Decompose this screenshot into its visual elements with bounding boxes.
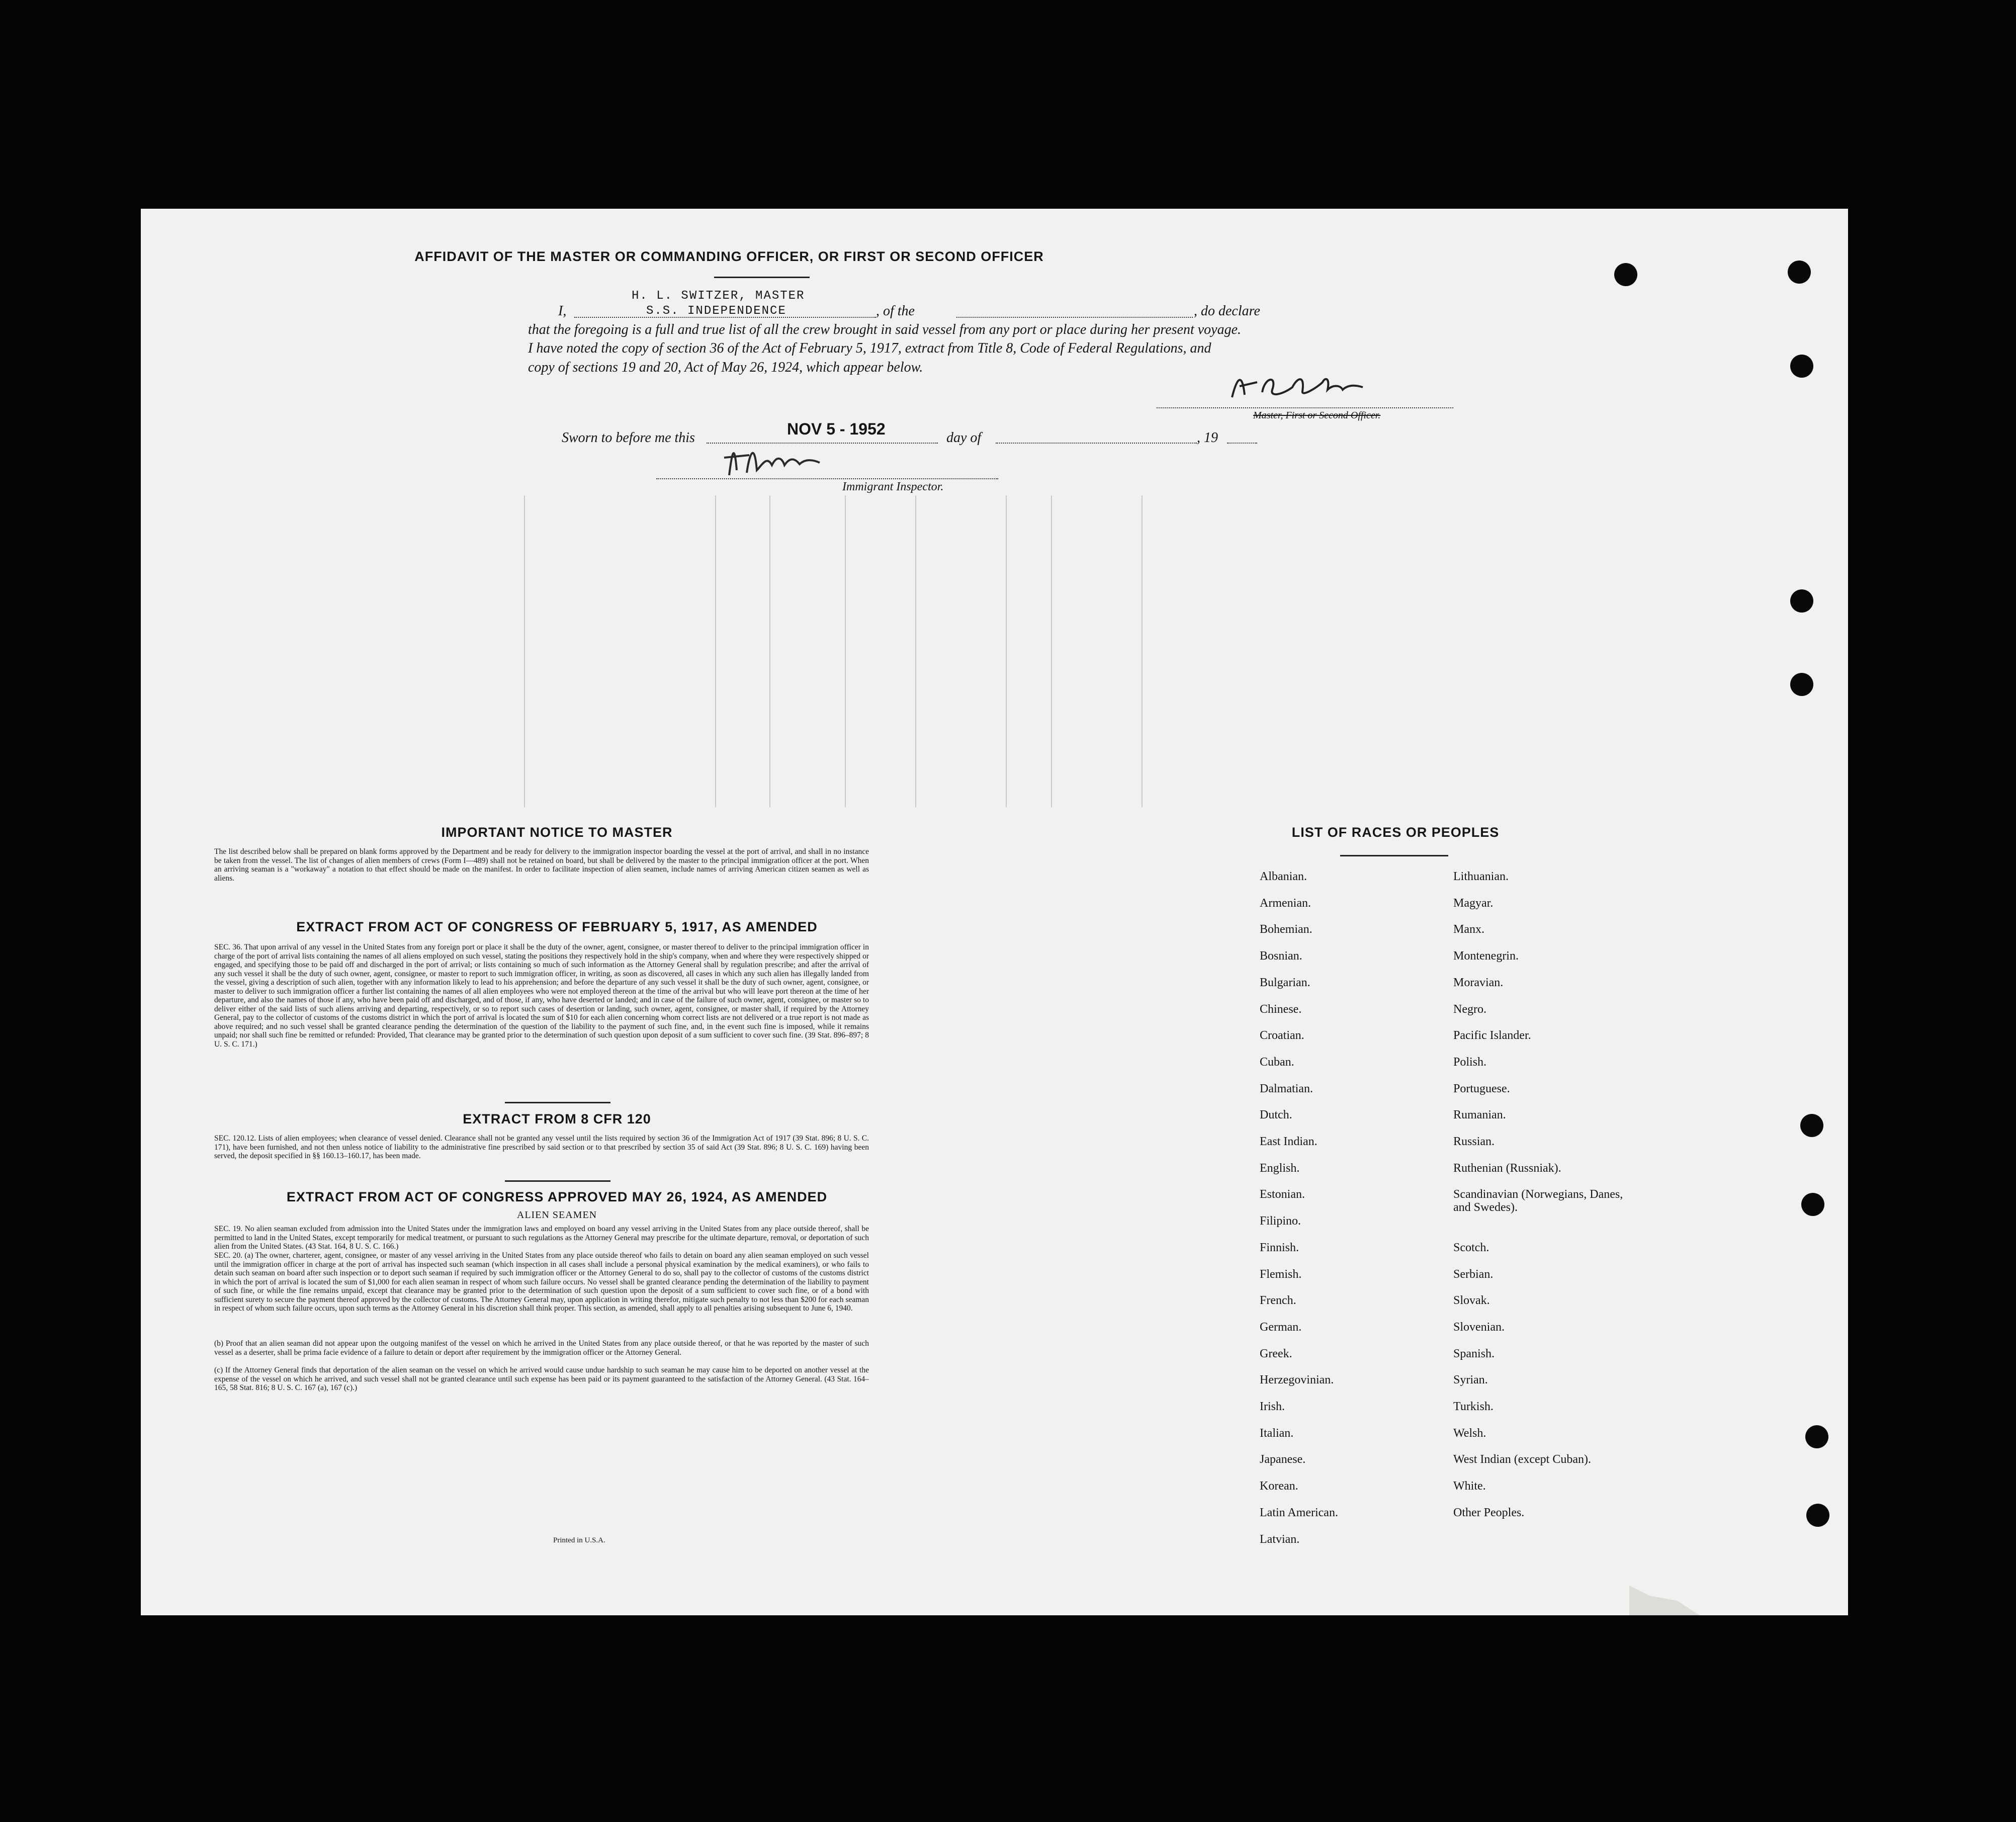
torn-corner: [1629, 1586, 1700, 1616]
date-stamp: NOV 5 - 1952: [787, 420, 886, 438]
officer-caption: Master, First or Second Officer.: [1253, 410, 1381, 421]
year-prefix: , 19: [1197, 430, 1218, 446]
race-item: Dalmatian.: [1260, 1082, 1313, 1095]
binder-hole: [1614, 263, 1637, 286]
race-item: Pacific Islander.: [1453, 1029, 1531, 1043]
race-item: Montenegrin.: [1453, 949, 1519, 963]
race-item: East Indian.: [1260, 1135, 1318, 1148]
race-item: Manx.: [1453, 923, 1484, 936]
binder-hole: [1800, 1114, 1823, 1137]
officer-signature-line: [1157, 407, 1453, 408]
race-item: Polish.: [1453, 1055, 1487, 1069]
binder-hole: [1806, 1504, 1829, 1527]
i-label: I,: [558, 303, 567, 319]
race-item: French.: [1260, 1294, 1296, 1308]
race-item: Syrian.: [1453, 1373, 1488, 1387]
race-item: Bohemian.: [1260, 923, 1312, 936]
affidavit-sheet: [141, 209, 1848, 1615]
master-name: H. L. SWITZER, MASTER: [632, 289, 805, 303]
bleed-line: [1142, 495, 1143, 807]
race-item: Portuguese.: [1453, 1082, 1510, 1095]
vessel-name: S.S. INDEPENDENCE: [646, 304, 786, 318]
race-item: Moravian.: [1453, 976, 1504, 989]
race-item: Scotch.: [1453, 1241, 1489, 1254]
day-of-label: day of: [946, 430, 982, 446]
race-item: Bulgarian.: [1260, 976, 1310, 989]
race-item: Magyar.: [1453, 896, 1494, 910]
races-heading: LIST OF RACES OR PEOPLES: [1291, 825, 1500, 840]
race-item: Ruthenian (Russniak).: [1453, 1161, 1561, 1175]
race-item: Irish.: [1260, 1400, 1285, 1413]
affidavit-heading: AFFIDAVIT OF THE MASTER OR COMMANDING OFFICER, OR FIRST OR SECOND OFFICER: [414, 249, 1044, 264]
bleed-line: [715, 495, 716, 807]
of-the-label: , of the: [876, 303, 915, 319]
extract-1917-heading: EXTRACT FROM ACT OF CONGRESS OF FEBRUARY 5, 1917, AS AMENDED: [296, 919, 818, 934]
race-item: Latvian.: [1260, 1532, 1300, 1546]
race-item: Japanese.: [1260, 1453, 1306, 1466]
bleed-line: [769, 495, 770, 807]
year-line: [1227, 443, 1257, 444]
race-item: Slovenian.: [1453, 1320, 1505, 1334]
race-item: Estonian.: [1260, 1188, 1305, 1201]
race-item: West Indian (except Cuban).: [1453, 1453, 1591, 1466]
notice-heading: IMPORTANT NOTICE TO MASTER: [441, 825, 673, 840]
bleed-line: [1006, 495, 1007, 807]
race-item: Croatian.: [1260, 1029, 1304, 1043]
race-item: Herzegovinian.: [1260, 1373, 1334, 1387]
printed-in-usa: Printed in U.S.A.: [553, 1536, 605, 1544]
binder-hole: [1790, 673, 1813, 696]
binder-hole: [1788, 261, 1811, 284]
extract-1917-body: SEC. 36. That upon arrival of any vessel in the United States from any foreign port or place it shall be the duty of the owner, agent, consignee, or master thereof to deliver to the principal immigration officer in charge of the port of arrival lists containing the names of all aliens employed on such vessel, stating the positions they respectively hold in the ship's company, when and where they were respectively shipped or engaged, and specifying those to be paid off and discharged in the port of arrival; or lists containing so much of such information as the Attorney General shall by regulation prescribe; and after the arrival of any such vessel it shall be the duty of such owner, agent, consignee, or master to report to such immigration officer, in writing, as soon as discovered, all cases in which any such alien has illegally landed from the vessel, giving a description of such alien, together with any information likely to lead to his apprehension; and before the departure of any such vessel it shall be the duty of such owner, agent, consignee, or master to deliver to such immigration officer a further list containing the names of all alien employees who were not employed thereon at the time of the arrival but who will leave port thereon at the time of her departure, and also the names of those if any, who have been paid off and discharged, and of those, if any, who have deserted or landed; and in case of the failure of such owner, agent, consignee, or master so to deliver either of the said lists of such aliens arriving and departing, respectively, or so to report such cases of desertion or landing, such owner, agent, consignee, or master shall, if required by the Attorney General, pay to the collector of customs of the customs district in which the port of arrival is located the sum of $10 for each alien concerning whom correct lists are not delivered or a true report is not made as above required; and no such vessel shall be granted clearance pending the determination of the question of the liability to the payment of such fine, and, in the event such fine is imposed, while it remains unpaid; nor shall such fine be remitted or refunded: Provided, That clearance may be granted prior to the determination of such question upon deposit of a sum sufficient to cover such fine. (39 Stat. 896–897; 8 U. S. C. 171.): [214, 943, 869, 1049]
race-item: Korean.: [1260, 1480, 1298, 1493]
bleed-line: [524, 495, 525, 807]
race-item: Rumanian.: [1453, 1108, 1506, 1122]
cfr-body: SEC. 120.12. Lists of alien employees; when clearance of vessel denied. Clearance shall not be granted any vessel until the lists required by section 36 of the Immigration Act of 1917 (39 Stat. 896; 8 U. S. C. 171), have been furnished, and not then unless notice of liability to the administrative fine prescribed by said section or to that prescribed by section 35 of said Act (39 Stat. 896; 8 U. S. C. 169) having been served, the deposit specified in §§ 160.13–160.17, has been made.: [214, 1134, 869, 1160]
race-item: Welsh.: [1453, 1426, 1486, 1440]
inspector-line: [656, 478, 998, 479]
bleed-line: [915, 495, 916, 807]
sworn-label: Sworn to before me this: [562, 430, 695, 446]
race-item: Turkish.: [1453, 1400, 1494, 1413]
race-item: Chinese.: [1260, 1002, 1302, 1016]
inspector-signature: [719, 435, 850, 480]
sec-19: SEC. 19. No alien seaman excluded from admission into the United States under the immigration laws and employed on board any vessel arriving in the United States from any place outside thereof, shall be permitted to land in the United States, except temporarily for medical treatment, or pursuant to such regulations as the Attorney General may prescribe for the ultimate departure, removal, or deportation of such alien from the United States. (43 Stat. 164, 8 U. S. C. 166.): [214, 1225, 869, 1251]
inspector-caption: Immigrant Inspector.: [842, 480, 944, 493]
race-item: Greek.: [1260, 1347, 1292, 1360]
race-item: English.: [1260, 1161, 1300, 1175]
race-item: Cuban.: [1260, 1055, 1294, 1069]
race-item: Slovak.: [1453, 1294, 1490, 1308]
race-item: Flemish.: [1260, 1267, 1302, 1281]
race-item: Lithuanian.: [1453, 870, 1509, 883]
cfr-heading: EXTRACT FROM 8 CFR 120: [463, 1111, 651, 1126]
binder-hole: [1790, 589, 1813, 613]
race-item: Dutch.: [1260, 1108, 1292, 1122]
sec-20a: SEC. 20. (a) The owner, charterer, agent, consignee, or master of any vessel arriving in the United States from any place outside thereof who fails to detain on board any alien seaman employed on such vessel until the immigration officer in charge at the port of arrival has inspected such seaman (which inspection in all cases shall include a personal physical examination by the medical examiners), or who fails to detain such seaman on board after such inspection or to deport such seaman if required by such immigration officer or the Attorney General to do so, shall pay to the collector of customs of the customs district in which the port of arrival is located the sum of $1,000 for each alien seaman in respect of whom such failure occurs. No vessel shall be granted clearance pending the determination of the liability to payment of such fine, or while the fine remains unpaid, except that clearance may be granted prior to the determination of such question upon the deposit of a sum sufficient to cover such fine, or of a bond with sufficient surety to secure the payment thereof approved by the collector of customs. The Attorney General may, upon application in writing therefor, mitigate such penalty to not less than $200 for each seaman in respect of whom such failure occurs, upon such terms as the Attorney General in his discretion shall think proper. This section, as amended, shall apply to all penalties arising subsequent to June 6, 1940.: [214, 1251, 869, 1313]
extract-1924-heading: EXTRACT FROM ACT OF CONGRESS APPROVED MAY 26, 1924, AS AMENDED: [286, 1189, 828, 1204]
race-item: White.: [1453, 1480, 1486, 1493]
sec-20c: (c) If the Attorney General finds that deportation of the alien seaman on the vessel on which he arrived would cause undue hardship to such seaman he may cause him to be deported on another vessel at the expense of the vessel on which he arrived, and such vessel shall not be granted clearance until such expense has been paid or its payment guaranteed to the satisfaction of the Attorney General. (43 Stat. 164–165, 58 Stat. 816; 8 U. S. C. 167 (a), 167 (c).): [214, 1366, 869, 1392]
affidavit-line-4: copy of sections 19 and 20, Act of May 26, 1924, which appear below.: [528, 360, 923, 375]
section-divider: [505, 1180, 610, 1182]
race-item: Armenian.: [1260, 896, 1311, 910]
race-item: Scandinavian (Norwegians, Danes, and Swedes).: [1453, 1188, 1623, 1214]
race-item: Filipino.: [1260, 1214, 1301, 1228]
affidavit-line-2: that the foregoing is a full and true list of all the crew brought in said vessel from any port or place during her present voyage.: [528, 322, 1242, 337]
port-line: [956, 317, 1193, 318]
race-item: Serbian.: [1453, 1267, 1494, 1281]
heading-divider: [714, 277, 810, 278]
section-divider: [505, 1102, 610, 1103]
binder-hole: [1801, 1193, 1824, 1216]
race-item: German.: [1260, 1320, 1302, 1334]
race-item: Bosnian.: [1260, 949, 1302, 963]
affidavit-line-3: I have noted the copy of section 36 of the Act of February 5, 1917, extract from Title 8, Code of Federal Regulations, and: [528, 340, 1211, 356]
alien-seamen-subheading: ALIEN SEAMEN: [516, 1209, 597, 1221]
race-item: Russian.: [1453, 1135, 1495, 1148]
binder-hole: [1805, 1425, 1828, 1448]
month-line: [996, 443, 1197, 444]
race-item: Other Peoples.: [1453, 1506, 1525, 1519]
race-item: Italian.: [1260, 1426, 1294, 1440]
race-item: Latin American.: [1260, 1506, 1338, 1519]
bleed-line: [845, 495, 846, 807]
races-divider: [1340, 855, 1448, 856]
master-signature: [1217, 367, 1393, 407]
binder-hole: [1790, 355, 1813, 378]
sec-20b: (b) Proof that an alien seaman did not appear upon the outgoing manifest of the vessel on which he arrived in the United States from any place outside thereof, or that he was reported by the master of such vessel as a deserter, shall be prima facie evidence of a failure to detain or deport after requirement by the immigration officer or the Attorney General.: [214, 1339, 869, 1357]
do-declare-label: , do declare: [1194, 303, 1260, 319]
bleed-line: [1051, 495, 1052, 807]
race-item: Negro.: [1453, 1002, 1486, 1016]
race-item: Spanish.: [1453, 1347, 1495, 1360]
race-item: Albanian.: [1260, 870, 1307, 883]
notice-body: The list described below shall be prepared on blank forms approved by the Department and be ready for delivery to the immigration inspector boarding the vessel at the port of arrival, and shall in no instance be taken from the vessel. The list of changes of alien members of crews (Form I—489) shall not be retained on board, but shall be delivered by the master to the principal immigration officer at the port. When an arriving seaman is a "workaway" a notation to that effect should be made on the manifest. In order to facilitate inspection of alien seamen, include names of arriving American citizen seamen as well as aliens.: [214, 847, 869, 883]
race-item: Finnish.: [1260, 1241, 1299, 1254]
